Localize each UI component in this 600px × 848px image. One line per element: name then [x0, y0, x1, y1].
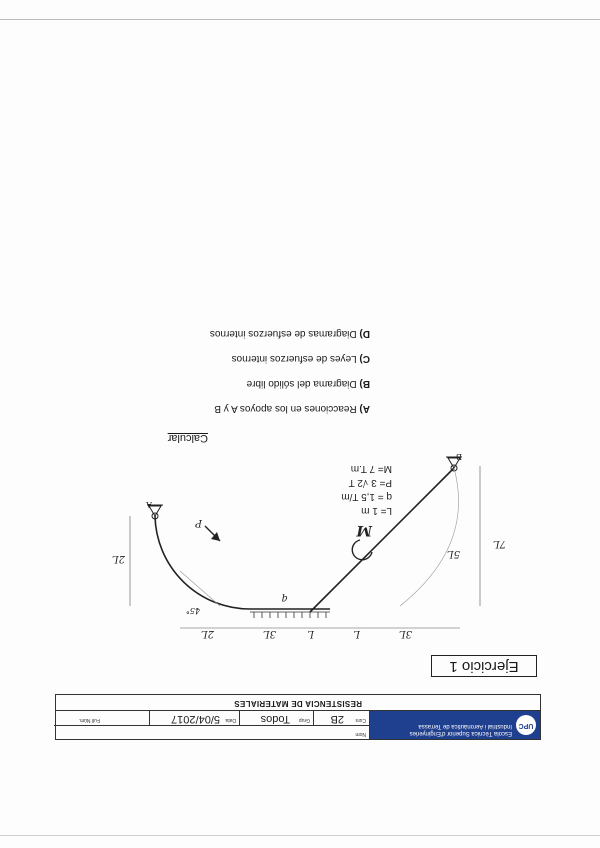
data-label: Data: [225, 717, 236, 723]
curs-value: 2B: [330, 713, 344, 725]
school-line-1: Escola Tècnica Superior d'Enginyeries: [409, 730, 512, 736]
label-load-p: P: [195, 517, 202, 528]
label-moment-m: M: [356, 522, 372, 538]
school-name: [372, 722, 512, 736]
calc-item: [70, 352, 370, 364]
label-dim-l-a: L: [307, 628, 314, 639]
label-point-a: A: [146, 500, 152, 509]
label-load-q: q: [281, 593, 288, 604]
member-inclined: [310, 468, 454, 612]
label-point-b: B: [456, 452, 462, 461]
bottom-rule: [0, 19, 600, 20]
calc-item: [70, 402, 370, 414]
calc-item-letter: B): [359, 378, 370, 389]
school-line-2: Industrial i Aeronàutica de Terrassa: [418, 723, 512, 729]
calc-item-letter: A): [359, 403, 370, 414]
calc-item-text: Diagramas de esfuerzos internos: [209, 328, 357, 339]
full-num-label: Full Núm.: [78, 717, 100, 723]
nom-label: Nom: [355, 731, 366, 737]
calc-item: [70, 327, 370, 339]
grup-value: Todos: [260, 713, 290, 725]
given-q: q = 1,5 T/m: [341, 491, 392, 502]
divider: [149, 711, 150, 725]
distributed-load: [250, 612, 330, 618]
label-dim-7l: 7L: [492, 538, 506, 549]
structure-diagram: [111, 438, 520, 658]
calc-item-text: Reacciones en los apoyos A y B: [214, 403, 357, 414]
curs-label: Curs: [355, 717, 366, 723]
data-value: 5/04/2017: [171, 713, 220, 725]
label-dim-2l-vert: 2L: [111, 553, 125, 564]
label-angle: 45°: [185, 606, 200, 615]
exercise-title: Ejercicio 1: [431, 655, 537, 677]
subject-title: RESISTENCIA DE MATERIALES: [234, 699, 362, 708]
header-divider: [54, 725, 370, 726]
given-p: P= 3 √2 T: [348, 477, 392, 488]
label-dim-5l: 5L: [446, 548, 460, 559]
label-dim-2l-left: 2L: [200, 628, 214, 639]
label-dim-l-b: L: [353, 628, 360, 639]
calc-item-letter: D): [359, 328, 370, 339]
member-arc: [155, 516, 250, 609]
divider: [313, 711, 314, 725]
grup-label: Grup: [298, 717, 310, 723]
upc-logo-icon: UPC: [516, 715, 536, 735]
calc-item-letter: C): [359, 353, 370, 364]
dimension-lines: [130, 466, 480, 628]
calc-item: [70, 377, 370, 389]
given-l: L= 1 m: [361, 505, 392, 516]
label-dim-3l-a: 3L: [262, 628, 276, 639]
header-box: [55, 694, 541, 740]
header-row: [56, 710, 540, 739]
top-rule: [0, 835, 600, 836]
label-dim-3l-b: 3L: [398, 628, 412, 639]
divider: [239, 711, 240, 725]
calc-item-text: Leyes de esfuerzos internos: [231, 353, 357, 364]
calcular-list: [70, 314, 370, 414]
calc-item-text: Diagrama del sólido libre: [246, 378, 357, 389]
school-block: [369, 711, 540, 739]
given-m: M= 7 T.m: [350, 463, 392, 474]
calcular-heading: Calcular: [167, 432, 208, 444]
moment-arrow: [352, 540, 372, 560]
